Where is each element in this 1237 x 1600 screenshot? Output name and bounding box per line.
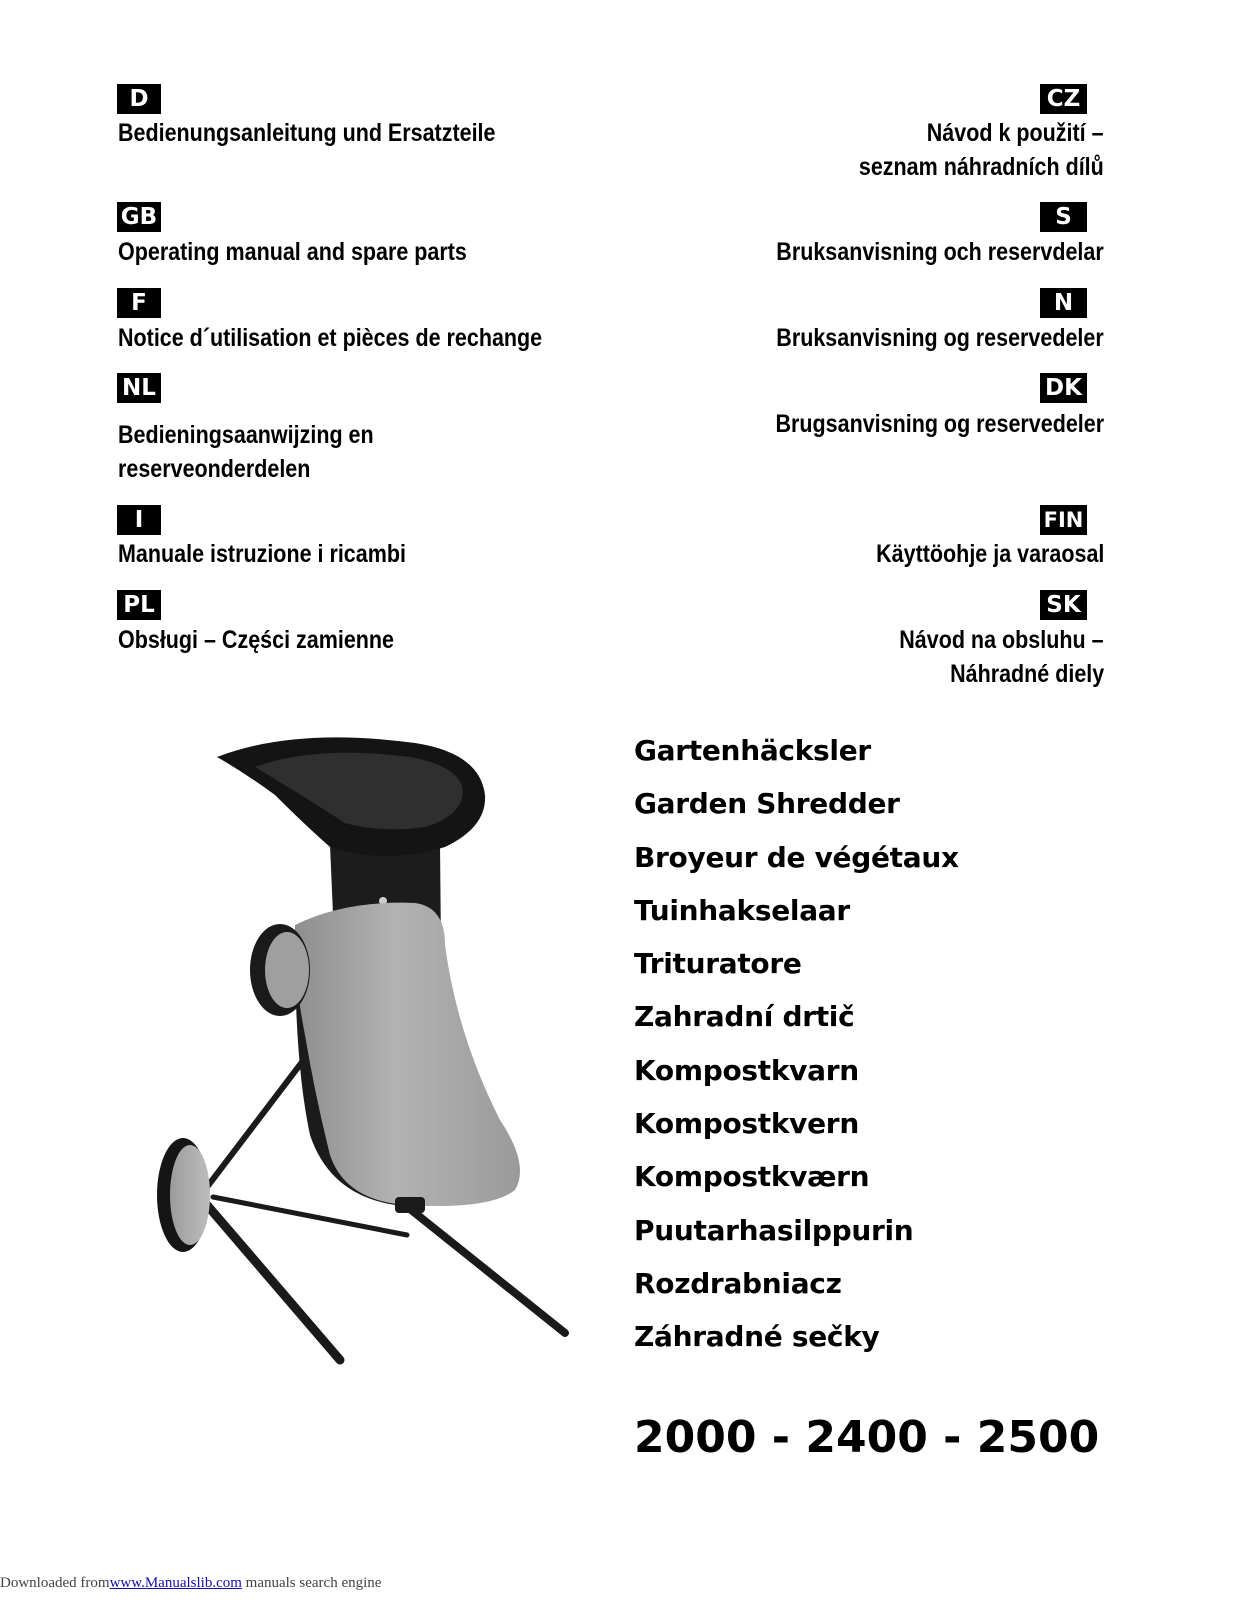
title-gb: Operating manual and spare parts [118,238,467,266]
lang-badge-pl: PL [117,590,161,620]
motor-dome [250,924,310,1016]
title-cz-line2: seznam náhradních dílů [859,153,1104,181]
lang-badge-cz: CZ [1040,84,1087,114]
title-cz-line1: Návod k použití – [927,119,1104,147]
hopper-funnel [217,737,485,856]
title-it: Manuale istruzione i ricambi [118,540,406,568]
title-no: Bruksanvisning og reservedeler [776,324,1104,352]
product-name: Gartenhäcksler [634,734,871,767]
garden-shredder-illustration [145,735,605,1425]
product-name: Broyeur de végétaux [634,840,959,874]
title-fr: Notice d´utilisation et pièces de rechange [118,324,543,352]
product-name: Záhradné sečky [634,1320,880,1354]
title-nl-line1: Bedieningsaanwijzing en [118,421,374,449]
lang-badge-dk: DK [1040,373,1087,403]
title-se: Bruksanvisning och reservdelar [776,238,1104,266]
download-footer [0,1575,381,1592]
title-fi: Käyttöohje ja varaosal [875,540,1104,568]
title-de: Bedienungsanleitung und Ersatzteile [118,119,496,147]
lang-badge-s: S [1040,202,1087,232]
product-name-list [634,724,959,1364]
lang-badge-i: I [117,505,161,535]
lang-badge-nl: NL [117,373,161,403]
product-name: Kompostkvarn [634,1053,859,1087]
product-name: Rozdrabniacz [634,1266,842,1300]
lang-badge-sk: SK [1040,590,1087,620]
footer-suffix: manuals search engine [241,1575,382,1591]
product-name: Kompostkværn [634,1160,870,1194]
lang-badge-gb: GB [117,202,161,232]
title-pl: Obsługi – Części zamienne [118,626,395,654]
manualslib-link[interactable]: www.Manualslib.com [109,1575,242,1591]
lang-badge-f: F [117,288,161,318]
title-nl-line2: reserveonderdelen [118,455,311,483]
title-sk-line1: Návod na obsluhu – [899,626,1104,654]
footer-prefix: Downloaded from [0,1575,110,1591]
lang-badge-d: D [117,84,161,114]
product-name: Trituratore [634,947,802,981]
model-numbers: 2000 - 2400 - 2500 [634,1412,1100,1463]
title-dk: Brugsanvisning og reservedeler [775,410,1104,438]
product-name: Zahradní drtič [634,1000,855,1034]
product-name: Garden Shredder [634,787,900,821]
product-name: Tuinhakselaar [634,893,850,927]
product-name: Puutarhasilppurin [634,1213,914,1247]
lang-badge-fin: FIN [1040,505,1087,535]
product-name: Kompostkvern [634,1107,859,1141]
wheel [157,1138,210,1252]
title-sk-line2: Náhradné diely [949,660,1104,688]
lang-badge-n: N [1040,288,1087,318]
